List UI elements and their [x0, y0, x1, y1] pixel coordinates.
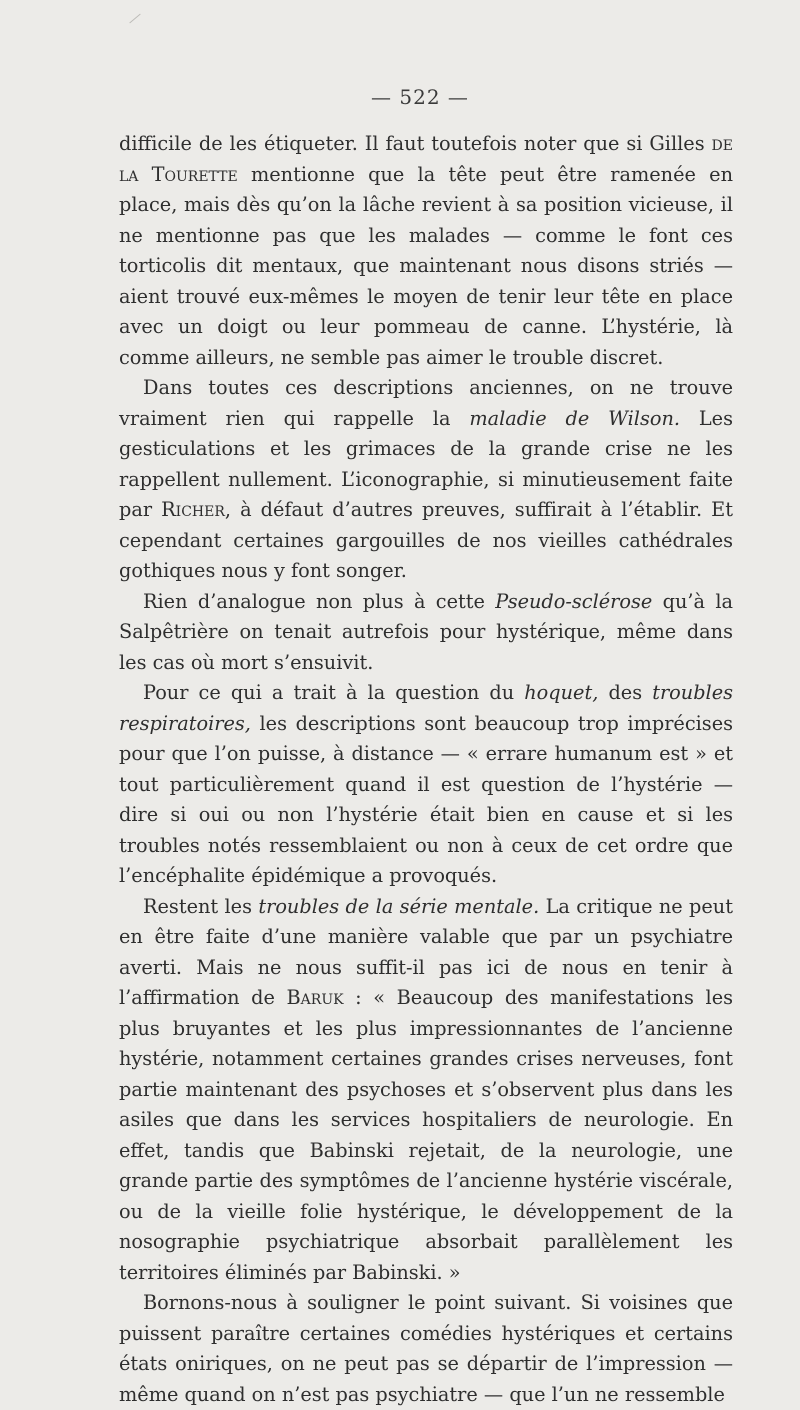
text-run: Restent les [143, 894, 259, 918]
author-name: de la Tourette [119, 132, 733, 186]
italic-term: hoquet, [524, 681, 599, 704]
text-run: des [598, 681, 653, 704]
page-speck [129, 14, 140, 24]
author-name: Baruk [286, 986, 344, 1009]
text-run: Les gesticulations et les grimaces de la grande crise ne les rappellent nullement. L’iconographie, si minutieusement faite par [119, 406, 733, 521]
page-number: — 522 — [371, 85, 469, 109]
text-run: La critique ne peut en être faite d’une manière valable que par un psychiatre averti. Mais ne nous suffit-il pas ici de nous en tenir à l’affirmation de [119, 894, 733, 1009]
text-run: : « Beaucoup des manifestations les plus bruyantes et les plus impressionnantes de l’ancienne hystérie, notamment certaines grandes crises nerveuses, font partie maintenant des psychoses et s’observent plus dans les asiles que dans les services hospitaliers de neurologie. En effet, tandis que Babinski rejetait, de la neurologie, une grande partie des symptômes de l’ancienne hystérie viscérale, ou de la vieille folie hystérique, le développement de la nosographie psychiatrique absorbait parallèlement les territoires éliminés par Babinski. » [119, 986, 733, 1284]
italic-term: troubles de la série mentale. [258, 894, 540, 918]
author-name: Richer [161, 498, 225, 521]
paragraph [119, 892, 733, 1289]
paragraph [119, 1288, 733, 1410]
paragraph [119, 373, 733, 587]
text-run: les descriptions sont beaucoup trop imprécises pour que l’on puisse, à distance — « errare humanum est » et tout particulièrement quand il est question de l’hystérie — dire si oui ou non l’hystérie était bien en cause et si les troubles notés ressemblaient ou non à ceux de cet ordre que l’encéphalite épidémique a provoqués. [119, 711, 733, 887]
paragraph [119, 129, 733, 373]
italic-term: troubles respiratoires, [119, 681, 734, 735]
paragraph [119, 678, 733, 892]
text-run: , à défaut d’autres preuves, suffirait à l’établir. Et cependant certaines gargouilles de nos vieilles cathédrales gothiques nous y font songer. [119, 498, 733, 582]
text-run: Rien d’analogue non plus à cette [143, 589, 496, 613]
text-run: Bornons-nous à souligner le point suivant. Si voisines que puissent paraître certaines comédies hystériques et certains états oniriques, on ne peut pas se départir de l’impression — même quand on n’est pas psychiatre — que l’un ne ressemble [119, 1291, 733, 1406]
text-run: qu’à la Salpêtrière on tenait autrefois pour hystérique, même dans les cas où mort s’ensuivit. [119, 589, 733, 674]
text-run: Dans toutes ces descriptions anciennes, on ne trouve vraiment rien qui rappelle la [119, 376, 733, 430]
text-run: mentionne que la tête peut être ramenée en place, mais dès qu’on la lâche revient à sa position vicieuse, il ne mentionne pas que les malades — comme le font ces torticolis dit mentaux, que maintenant nous disons striés — aient trouvé eux-mêmes le moyen de tenir leur tête en place avec un doigt ou leur pommeau de canne. L’hystérie, là comme ailleurs, ne semble pas aimer le trouble discret. [119, 162, 733, 369]
italic-term: Pseudo-sclérose [495, 589, 653, 613]
paragraph [119, 587, 733, 679]
italic-term: maladie de Wilson. [469, 406, 681, 430]
text-run: Pour ce qui a trait à la question du [143, 681, 525, 704]
body-text [119, 129, 733, 1410]
text-run: difficile de les étiqueter. Il faut toutefois noter que si Gilles [119, 132, 712, 155]
